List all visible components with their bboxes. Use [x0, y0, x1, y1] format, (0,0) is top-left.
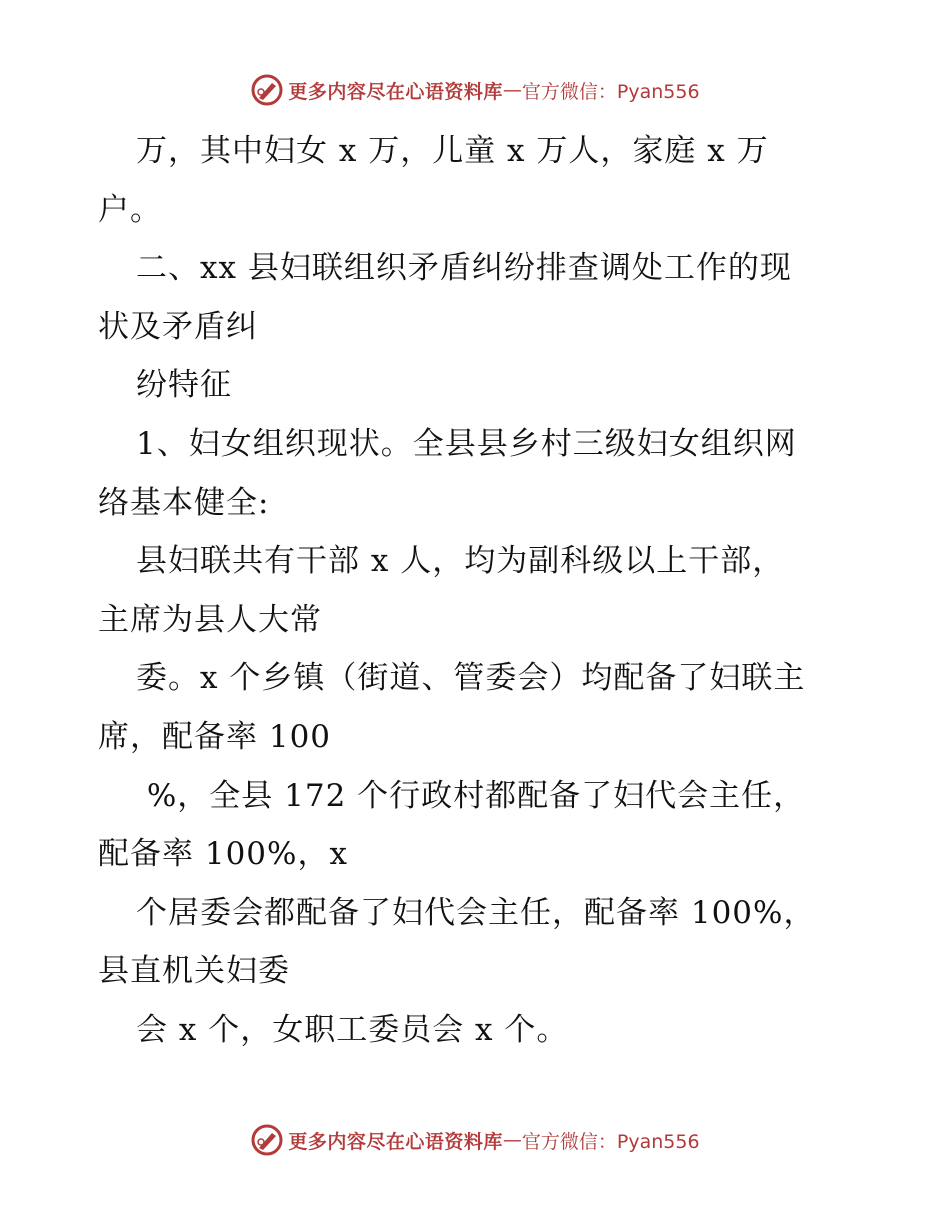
text-line: 个居委会都配备了妇代会主任，配备率 100%， — [136, 894, 816, 931]
text-line: 委。x 个乡镇（街道、管委会）均配备了妇联主 — [136, 660, 806, 697]
pen-logo-icon — [250, 1123, 284, 1157]
section-heading-continued: 纷特征 — [136, 367, 232, 404]
watermark-separator: — — [502, 79, 522, 101]
watermark-text: 更多内容尽在心语资料库 — [288, 80, 503, 103]
text-line: 县妇联共有干部 x 人，均为副科级以上干部， — [136, 543, 785, 580]
text-line: 会 x 个，女职工委员会 x 个。 — [136, 1011, 569, 1048]
watermark-contact: 官方微信：Pyan556 — [521, 1130, 700, 1153]
text-line: %，全县 172 个行政村都配备了妇代会主任， — [136, 777, 806, 814]
text-line: 1、妇女组织现状。全县县乡村三级妇女组织网 — [136, 425, 797, 462]
document-body — [98, 122, 858, 1060]
section-heading: 二、xx 县妇联组织矛盾纠纷排查调处工作的现 — [136, 250, 792, 287]
pen-logo-icon — [250, 73, 284, 107]
text-line: 户。 — [98, 191, 162, 228]
text-line: 万，其中妇女 x 万，儿童 x 万人，家庭 x 万 — [136, 133, 769, 169]
section-heading-continued: 状及矛盾纠 — [98, 308, 258, 345]
text-line: 配备率 100%，x — [98, 836, 348, 873]
watermark-separator: — — [502, 1129, 522, 1151]
watermark-contact: 官方微信：Pyan556 — [521, 80, 700, 103]
watermark-text: 更多内容尽在心语资料库 — [288, 1130, 503, 1153]
text-line: 席，配备率 100 — [98, 718, 332, 755]
text-line: 县直机关妇委 — [98, 953, 290, 990]
text-line: 络基本健全: — [98, 484, 270, 521]
header-watermark — [0, 70, 950, 110]
footer-watermark — [0, 1120, 950, 1160]
text-line: 主席为县人大常 — [98, 601, 322, 638]
